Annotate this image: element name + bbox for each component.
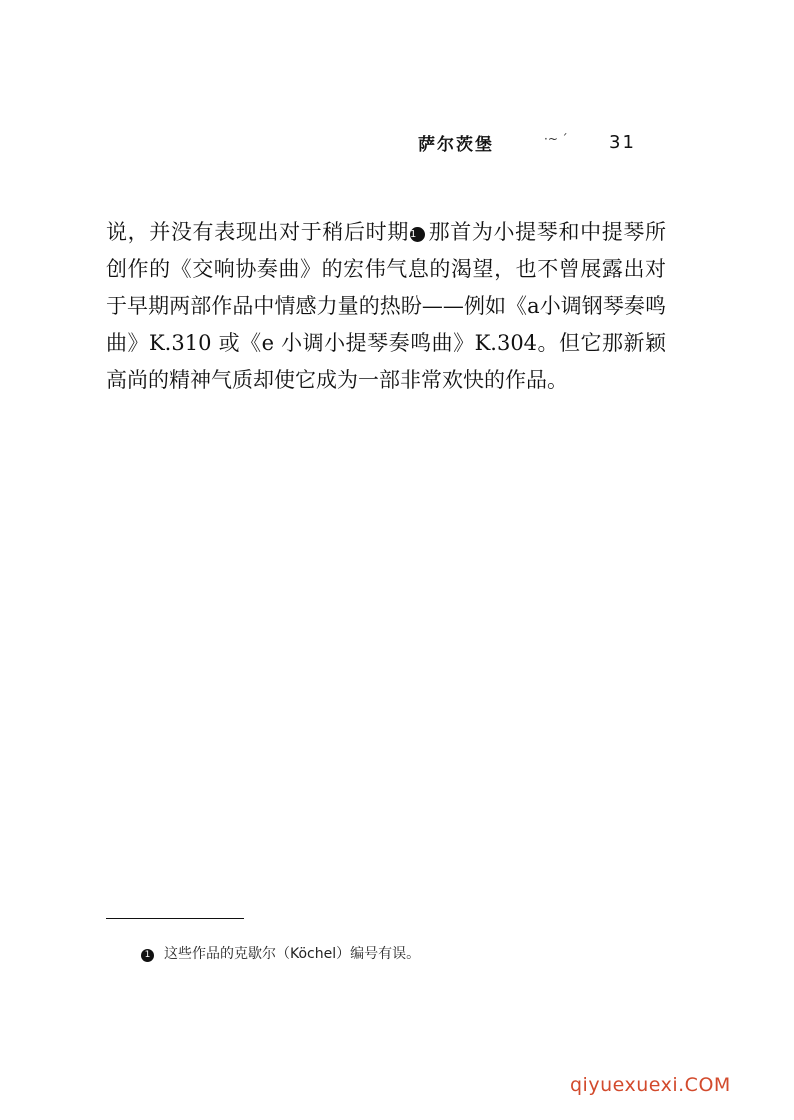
- body-paragraph: [106, 214, 666, 399]
- header-ornament: ·~ ´: [544, 132, 568, 146]
- chapter-title: 萨尔茨堡: [418, 135, 494, 155]
- footnote-reference-marker[interactable]: 1: [410, 227, 425, 242]
- site-watermark: qiyuexuexi.COM: [570, 1074, 731, 1096]
- footnote-marker: 1: [141, 949, 154, 962]
- body-text-part-2: 那首为小提琴和中提琴所创作的《交响协奏曲》的宏伟气息的渴望，也不曾展露出对于早期两部作品中情感力量的热盼——例如《a小调钢琴奏鸣曲》K.310 或《e 小调小提琴奏鸣曲》K.304。但它那新颖高尚的精神气质却使它成为一部非常欢快的作品。: [106, 220, 667, 392]
- footnote: [140, 944, 640, 964]
- running-header: [418, 128, 648, 160]
- footnote-divider: [106, 918, 244, 919]
- body-text-part-1: 说，并没有表现出对于稍后时期: [106, 220, 409, 244]
- footnote-text: 这些作品的克歇尔（Köchel）编号有误。: [164, 946, 421, 962]
- page-number: 31: [609, 132, 636, 153]
